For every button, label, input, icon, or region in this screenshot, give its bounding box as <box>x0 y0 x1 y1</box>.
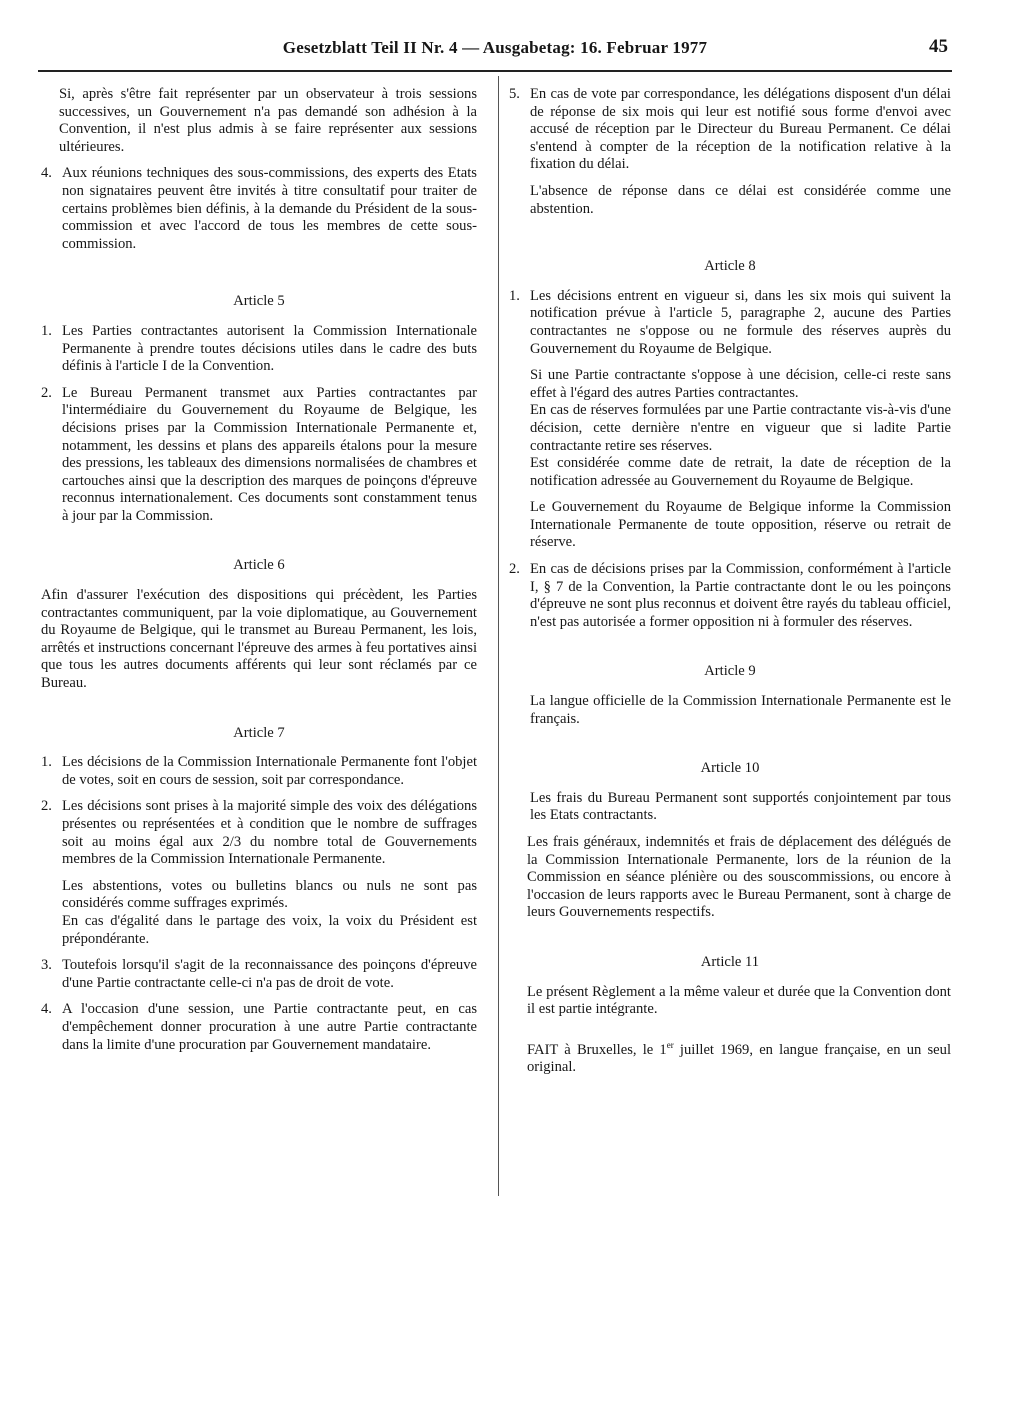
article-6-heading: Article 6 <box>233 557 285 574</box>
article-7-item-2-abstentions: Les abstentions, votes ou bulletins blancs ou nuls ne sont pas considérés comme suffrages exprimés. <box>62 877 477 912</box>
article-8-heading: Article 8 <box>704 258 756 275</box>
article-7-item-3 <box>41 957 477 992</box>
article-7-item-2-equality: En cas d'égalité dans le partage des voix, la voix du Président est prépondérante. <box>62 912 477 947</box>
article-9-heading: Article 9 <box>704 663 756 680</box>
right-column <box>509 86 951 1086</box>
signature-clause <box>509 1039 951 1077</box>
fait-text-a: FAIT à Bruxelles, le 1 <box>527 1041 667 1058</box>
article-7-item-4 <box>41 1001 477 1054</box>
article-10-text-1: Les frais du Bureau Permanent sont supportés conjointement par tous les Etats contractants. <box>530 789 951 824</box>
article-8-item-2 <box>509 561 951 631</box>
article-7-item-2 <box>41 798 477 868</box>
article-8-item-1 <box>509 288 951 358</box>
item-number: 1. <box>41 754 52 771</box>
item-number: 4. <box>41 1001 52 1018</box>
article-8-item-1-information: Le Gouvernement du Royaume de Belgique informe la Commission Internationale Permanente de toute opposition, réserve ou retrait de réserve. <box>530 499 951 551</box>
item-number: 2. <box>509 561 520 578</box>
article-7-item-1 <box>41 754 477 789</box>
article-10-text-2: Les frais généraux, indemnités et frais de déplacement des délégués de la Commission Internationale Permanente, lors de la réunion de la Commission en séance plénière ou des souscommissions, ou encore à l'occasion de leurs rapports avec le Bureau Permanent, sont à charge de leurs Gouvernements respectifs. <box>527 834 951 921</box>
item-number: 4. <box>41 165 52 182</box>
article-7-heading: Article 7 <box>233 724 285 741</box>
article-10-heading: Article 10 <box>700 760 760 777</box>
list-item-4 <box>41 165 477 253</box>
article-8-item-1-opposition: Si une Partie contractante s'oppose à une décision, celle-ci reste sans effet à l'égard des autres Parties contractantes. <box>530 367 951 401</box>
article-5-item-1 <box>41 323 477 376</box>
fait-text-b: juillet 1969, en langue française, en un seul original. <box>527 1041 951 1076</box>
article-11-text: Le présent Règlement a la même valeur et durée que la Convention dont il est partie intégrante. <box>527 983 951 1018</box>
article-8-item-1-reserves: En cas de réserves formulées par une Partie contractante vis-à-vis d'une décision, cette dernière n'entre en vigueur que si ladite Partie contractante retire ses réserves. <box>530 402 951 454</box>
article-8-item-1-retrait: Est considérée comme date de retrait, la date de réception de la notification adressée au Gouvernement du Royaume de Belgique. <box>530 455 951 489</box>
item-text: Les Parties contractantes autorisent la Commission Internationale Permanente à prendre toutes décisions utiles dans le cadre des buts définis à l'article I de la Convention. <box>62 322 477 375</box>
item-number: 2. <box>41 384 52 401</box>
item-number: 1. <box>41 322 52 339</box>
gazette-title: Gesetzblatt Teil II Nr. 4 — Ausgabetag: 16. Februar 1977 <box>282 38 708 57</box>
article-7-item-5-abstention: L'absence de réponse dans ce délai est considérée comme une abstention. <box>530 182 951 217</box>
left-column <box>41 86 477 1063</box>
page-number: 45 <box>929 36 948 57</box>
intro-paragraph: Si, après s'être fait représenter par un observateur à trois sessions successives, un Gouvernement n'a pas demandé son adhésion à la Convention, il n'est plus admis à se faire représenter aux sessions ultérieures. <box>59 86 477 155</box>
item-number: 3. <box>41 957 52 974</box>
article-7-item-5 <box>509 86 951 174</box>
item-number: 5. <box>509 86 520 102</box>
item-text: En cas de décisions prises par la Commission, conformément à l'article I, § 7 de la Convention, la Partie contractante dont le ou les poinçons d'épreuve ne sont plus reconnus et doivent être rayés du tableau officiel, n'est pas autorisée a former opposition ni à formuler des réserves. <box>530 561 951 630</box>
article-9-text: La langue officielle de la Commission Internationale Permanente est le français. <box>530 693 951 727</box>
article-5-item-2 <box>41 385 477 526</box>
item-number: 2. <box>41 798 52 815</box>
item-text: Aux réunions techniques des sous-commissions, des experts des Etats non signataires peuvent être invités à titre consultatif pour traiter de certains problèmes bien définis, à la demande du Président de la sous-commission et avec l'accord de tous les membres de cette sous-commission. <box>62 165 477 252</box>
article-5-heading: Article 5 <box>233 293 285 310</box>
item-text: A l'occasion d'une session, une Partie contractante peut, en cas d'empêchement donner procuration à une autre Partie contractante dans la limite d'une procuration par Gouvernement mandataire. <box>62 1001 477 1053</box>
column-divider <box>498 76 499 1196</box>
article-6-text: Afin d'assurer l'exécution des dispositions qui précèdent, les Parties contractantes communiquent, par la voie diplomatique, au Gouvernement du Royaume de Belgique, qui le transmet au Bureau Permanent, les lois, arrêtés et instructions concernant l'épreuve des armes à feu portatives ainsi que tous les autres documents afférents qui leur sont réclamés par ce Bureau. <box>41 587 477 692</box>
item-text: Les décisions de la Commission Internationale Permanente font l'objet de votes, soit en cours de session, soit par correspondance. <box>62 754 477 788</box>
item-text: En cas de vote par correspondance, les délégations disposent d'un délai de réponse de six mois qui leur est notifié sous forme d'envoi avec accusé de réception par le Directeur du Bureau Permanent. Ce délai s'entend à compter de la réception de la notification relative à la fixation du délai. <box>530 86 951 173</box>
page-header <box>38 34 952 72</box>
article-11-heading: Article 11 <box>700 953 760 970</box>
item-text: Les décisions entrent en vigueur si, dans les six mois qui suivent la notification prévue à l'article 5, paragraphe 2, aucune des Parties contractantes ne s'oppose ou ne formule des réserves auprès du Gouvernement du Royaume de Belgique. <box>530 287 951 357</box>
item-text: Les décisions sont prises à la majorité simple des voix des délégations présentes ou représentées et à condition que le nombre de suffrages soit au moins égal aux 2/3 du nombre total de Gouvernements membres de la Commission Internationale Permanente. <box>62 798 477 868</box>
item-number: 1. <box>509 287 520 304</box>
item-text: Le Bureau Permanent transmet aux Parties contractantes par l'intermédiaire du Gouvernement du Royaume de Belgique, les décisions prises par la Commission Internationale Permanente et, notamment, les dessins et plans des appareils étalons pour la mesure des pressions, les tableaux des dimensions normalisées de chambres et cartouches ainsi que la description des marques de poinçons d'épreuve reconnus internationalement. Ces documents sont constamment tenus à jour par la Commission. <box>62 384 477 524</box>
fait-superscript: er <box>666 1039 674 1050</box>
item-text: Toutefois lorsqu'il s'agit de la reconnaissance des poinçons d'épreuve d'une Partie contractante celle-ci n'a pas de droit de vote. <box>62 957 477 991</box>
